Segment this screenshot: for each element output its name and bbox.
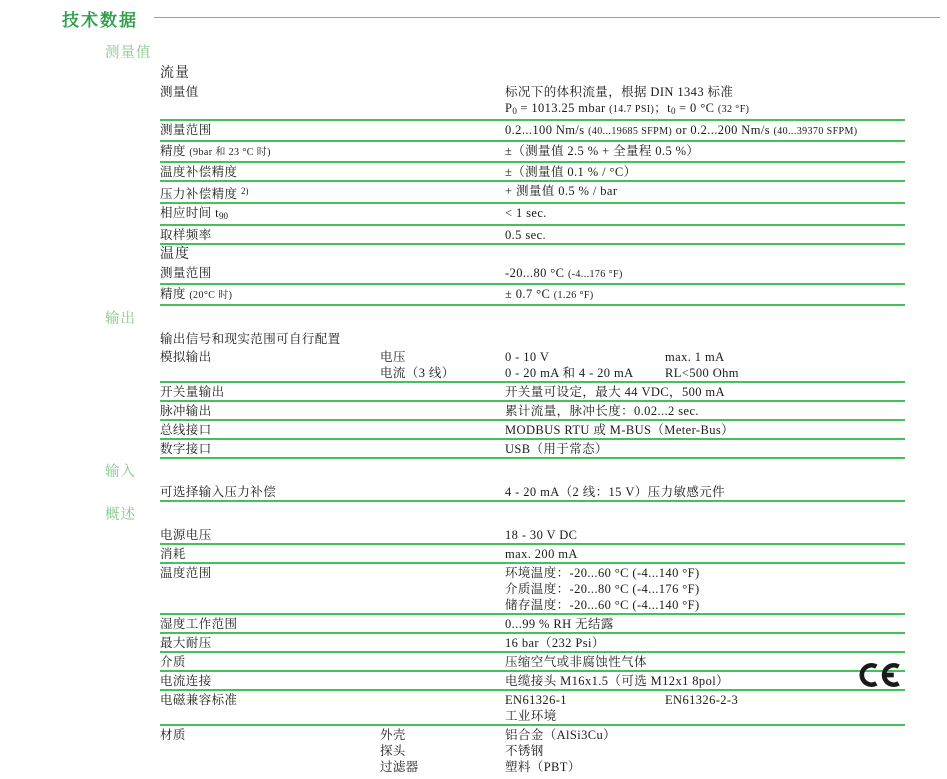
row-value <box>505 581 905 597</box>
row-value <box>505 484 905 500</box>
value-line <box>380 743 905 759</box>
value-line <box>380 727 905 743</box>
row-values <box>380 727 905 775</box>
row-values <box>380 654 905 670</box>
text-segment: 精度 <box>160 287 190 301</box>
text-segment: 温度补偿精度 <box>160 165 238 179</box>
text-segment: + 测量值 0.5 % / bar <box>505 184 618 198</box>
row-value <box>505 635 905 651</box>
value-line <box>380 597 905 613</box>
row-value <box>505 384 905 400</box>
row-value <box>505 365 665 381</box>
row-label <box>160 441 380 457</box>
row-value <box>505 565 905 581</box>
spec-row <box>160 163 905 182</box>
text-segment: 最大耐压 <box>160 636 212 650</box>
text-segment: 可选择输入压力补偿 <box>160 485 277 499</box>
sub-label <box>380 122 505 140</box>
value-line <box>380 759 905 775</box>
text-segment: or 0.2...200 Nm/s <box>672 123 774 137</box>
text-segment: (40...39370 SFPM) <box>773 126 858 137</box>
text-segment: 不锈钢 <box>505 744 544 758</box>
row-label <box>160 286 380 304</box>
text-segment: RL<500 Ohm <box>665 366 739 380</box>
note-text: 输出信号和现实范围可自行配置 <box>160 332 341 346</box>
row-values <box>380 546 905 562</box>
spec-row <box>160 691 905 726</box>
text-segment: 累计流量，脉冲长度：0.02...2 sec. <box>505 404 699 418</box>
sub-label <box>380 422 505 438</box>
row-label <box>160 422 380 438</box>
sub-label <box>380 635 505 651</box>
text-segment: 标况下的体积流量，根据 DIN 1343 标准 <box>505 85 734 99</box>
spec-row <box>160 483 905 502</box>
row-value <box>505 122 905 140</box>
text-segment: 相应时间 t <box>160 206 219 220</box>
row-value <box>505 205 905 221</box>
sub-label <box>380 692 505 708</box>
text-segment: 电压 <box>380 350 406 364</box>
row-label <box>160 727 380 743</box>
row-values <box>380 527 905 543</box>
text-segment: 脉冲输出 <box>160 404 212 418</box>
spec-row <box>160 182 905 204</box>
text-segment: ±（测量值 2.5 % + 全量程 0.5 %） <box>505 144 700 158</box>
section <box>105 310 905 459</box>
value-line <box>380 143 905 159</box>
text-segment: 0 - 20 mA 和 4 - 20 mA <box>505 366 634 380</box>
sub-label <box>380 546 505 562</box>
value-line <box>380 527 905 543</box>
row-label <box>160 403 380 419</box>
spec-row <box>160 634 905 653</box>
row-value <box>505 143 905 159</box>
text-segment: 16 bar（232 Psi） <box>505 636 605 650</box>
spec-row <box>160 440 905 459</box>
text-segment: 工业环境 <box>505 709 557 723</box>
text-segment: 开关量输出 <box>160 385 225 399</box>
sub-label <box>380 708 505 724</box>
row-label <box>160 143 380 161</box>
row-label <box>160 616 380 632</box>
text-segment: -20...80 °C <box>505 266 568 280</box>
sub-label <box>380 164 505 180</box>
row-label <box>160 384 380 400</box>
text-segment: 温度范围 <box>160 566 212 580</box>
value-line <box>380 654 905 670</box>
row-label <box>160 484 380 500</box>
row-value <box>505 616 905 632</box>
row-label <box>160 164 380 180</box>
text-segment: (1.26 °F) <box>553 290 594 301</box>
row-values <box>380 183 905 199</box>
section <box>105 44 905 306</box>
row-value <box>505 84 905 100</box>
row-label <box>160 565 380 581</box>
text-segment: 测量范围 <box>160 123 212 137</box>
text-segment: 塑料（PBT） <box>505 760 581 774</box>
text-segment: 探头 <box>380 744 406 758</box>
row-label <box>160 205 380 224</box>
text-segment: 0 - 10 V <box>505 350 550 364</box>
section-heading: 概述 <box>105 507 136 523</box>
text-segment: 4 - 20 mA（2 线：15 V）压力敏感元件 <box>505 485 726 499</box>
value-line <box>380 100 905 119</box>
text-segment: max. 1 mA <box>665 350 725 364</box>
row-values <box>380 422 905 438</box>
text-segment: 0...99 % RH 无结露 <box>505 617 614 631</box>
sub-label <box>380 565 505 581</box>
spec-row <box>160 348 905 383</box>
text-segment: EN61326-2-3 <box>665 693 739 707</box>
row-value <box>505 708 905 724</box>
spec-row <box>160 726 905 775</box>
row-value <box>505 654 905 670</box>
row-value <box>505 422 905 438</box>
text-segment: (-4...176 °F) <box>567 269 623 280</box>
text-segment: max. 200 mA <box>505 547 578 561</box>
row-label <box>160 635 380 651</box>
value-line <box>380 403 905 419</box>
sub-label <box>380 84 505 100</box>
row-values <box>380 403 905 419</box>
text-segment: 储存温度：-20...60 °C (-4...140 °F) <box>505 598 700 612</box>
text-segment: 电流（3 线） <box>380 366 455 380</box>
sub-label <box>380 616 505 632</box>
row-label <box>160 183 380 202</box>
text-segment: ；t <box>654 101 672 115</box>
row-label <box>160 546 380 562</box>
title-rule <box>154 17 940 18</box>
text-segment: 材质 <box>160 728 186 742</box>
value-line <box>380 484 905 500</box>
sub-label <box>380 227 505 243</box>
sub-label <box>380 349 505 365</box>
row-values <box>380 484 905 500</box>
spec-row <box>160 545 905 564</box>
text-segment: 铝合金（AlSi3Cu） <box>505 728 617 742</box>
text-segment: 消耗 <box>160 547 186 561</box>
row-values <box>380 143 905 159</box>
text-segment: (40...19685 SFPM) <box>588 126 673 137</box>
text-segment: MODBUS RTU 或 M-BUS（Meter-Bus） <box>505 423 735 437</box>
spec-row <box>160 653 905 672</box>
text-segment: 过滤器 <box>380 760 419 774</box>
text-segment: 0.2...100 Nm/s <box>505 123 589 137</box>
sub-label <box>380 384 505 400</box>
spec-row <box>160 285 905 306</box>
text-segment: 电流连接 <box>160 674 212 688</box>
section <box>105 506 905 775</box>
section-heading: 测量值 <box>105 45 152 61</box>
value-line <box>380 205 905 221</box>
spec-row <box>160 383 905 402</box>
text-segment: 介质温度：-20...80 °C (-4...176 °F) <box>505 582 700 596</box>
content <box>105 44 905 779</box>
text-segment: 电缆接头 M16x1.5（可选 M12x1 8pol） <box>505 674 730 688</box>
text-segment: = 1013.25 mbar <box>516 101 610 115</box>
value-line <box>380 122 905 140</box>
row-value <box>505 743 905 759</box>
sub-label <box>380 441 505 457</box>
row-values <box>380 122 905 140</box>
row-values <box>380 384 905 400</box>
row-value <box>505 403 905 419</box>
sub-label <box>380 743 505 759</box>
value-line <box>380 635 905 651</box>
row-value <box>505 183 905 199</box>
spec-row <box>160 564 905 615</box>
row-values <box>380 286 905 304</box>
row-label <box>160 122 380 138</box>
sub-label <box>380 265 505 283</box>
row-values <box>380 84 905 119</box>
sub-label <box>380 365 505 381</box>
spec-row <box>160 142 905 163</box>
row-label <box>160 654 380 670</box>
row-values <box>380 635 905 651</box>
text-segment: EN61326-1 <box>505 693 567 707</box>
spec-row <box>160 615 905 634</box>
row-values <box>380 265 905 283</box>
sub-label <box>380 759 505 775</box>
row-value <box>505 597 905 613</box>
text-segment: 数字接口 <box>160 442 212 456</box>
sub-label <box>380 727 505 743</box>
sub-label <box>380 527 505 543</box>
row-values <box>380 565 905 613</box>
text-segment: 0 <box>671 106 676 116</box>
value-line <box>380 265 905 283</box>
text-segment: 总线接口 <box>160 423 212 437</box>
text-segment: P <box>505 101 513 115</box>
text-segment: ±（测量值 0.1 % / °C） <box>505 165 637 179</box>
spec-row <box>160 226 905 245</box>
text-segment: 介质 <box>160 655 186 669</box>
row-value <box>505 727 905 743</box>
value-line <box>380 673 905 689</box>
text-segment: 测量范围 <box>160 266 212 280</box>
text-segment: 湿度工作范围 <box>160 617 238 631</box>
row-values <box>380 692 905 724</box>
value-line <box>380 441 905 457</box>
row-label <box>160 692 380 708</box>
text-segment: 测量值 <box>160 85 199 99</box>
row-value <box>505 527 905 543</box>
value-line <box>380 286 905 304</box>
spec-row <box>160 121 905 142</box>
text-segment: (14.7 PSI) <box>609 104 655 115</box>
text-segment: 90 <box>219 211 228 221</box>
value-line <box>380 227 905 243</box>
value-line <box>380 84 905 100</box>
row-label <box>160 265 380 281</box>
page-title: 技术数据 <box>62 11 138 30</box>
spec-row <box>160 672 905 691</box>
value-line <box>380 183 905 199</box>
row-label <box>160 349 380 365</box>
value-line <box>380 422 905 438</box>
row-values <box>380 616 905 632</box>
text-segment: (32 °F) <box>717 104 750 115</box>
section-heading: 输入 <box>105 464 136 480</box>
row-value <box>505 692 665 708</box>
text-segment: (9bar 和 23 °C 时) <box>189 147 271 158</box>
text-segment: 压缩空气或非腐蚀性气体 <box>505 655 647 669</box>
row-value <box>505 286 905 304</box>
sub-label <box>380 403 505 419</box>
row-value <box>505 673 905 689</box>
text-segment: 精度 <box>160 144 190 158</box>
text-segment: ± 0.7 °C <box>505 287 554 301</box>
value-line <box>380 164 905 180</box>
text-segment: 电源电压 <box>160 528 212 542</box>
row-values <box>380 164 905 180</box>
sub-label <box>380 484 505 500</box>
value-line <box>380 692 905 708</box>
text-segment: < 1 sec. <box>505 206 547 220</box>
sub-label <box>380 673 505 689</box>
sub-label <box>380 205 505 221</box>
spec-row <box>160 526 905 545</box>
text-segment: (20°C 时) <box>189 290 233 301</box>
text-segment: USB（用于常态） <box>505 442 608 456</box>
spec-row <box>160 83 905 121</box>
text-segment: 外壳 <box>380 728 406 742</box>
row-values <box>380 441 905 457</box>
row-value <box>505 441 905 457</box>
sub-label <box>380 100 505 119</box>
spec-row <box>160 421 905 440</box>
sub-label <box>380 143 505 159</box>
spec-row <box>160 402 905 421</box>
text-segment: 18 - 30 V DC <box>505 528 578 542</box>
row-values <box>380 205 905 221</box>
sub-label <box>380 654 505 670</box>
text-segment: 0 <box>512 106 517 116</box>
subsection-heading: 流量 <box>160 66 190 81</box>
row-label <box>160 84 380 100</box>
value-line <box>380 384 905 400</box>
row-value <box>505 227 905 243</box>
section-heading: 输出 <box>105 311 136 327</box>
row-value <box>505 100 905 119</box>
value-line <box>380 546 905 562</box>
row-value <box>505 349 665 365</box>
row-values <box>380 673 905 689</box>
row-values <box>380 227 905 243</box>
text-segment: 环境温度：-20...60 °C (-4...140 °F) <box>505 566 700 580</box>
text-segment: 模拟输出 <box>160 350 212 364</box>
row-value <box>505 546 905 562</box>
row-value <box>505 164 905 180</box>
value-line <box>380 365 905 381</box>
sub-label <box>380 183 505 199</box>
row-label <box>160 227 380 243</box>
value-line <box>380 581 905 597</box>
text-segment: 取样频率 <box>160 228 212 242</box>
text-segment: 压力补偿精度 <box>160 187 241 201</box>
spec-row <box>160 264 905 285</box>
text-segment: 2) <box>240 186 249 196</box>
row-value-secondary <box>665 349 725 365</box>
text-segment: 0.5 sec. <box>505 228 547 242</box>
sub-label <box>380 581 505 597</box>
row-value <box>505 265 905 283</box>
subsection-heading: 温度 <box>160 247 190 262</box>
value-line <box>380 708 905 724</box>
text-segment: = 0 °C <box>675 101 718 115</box>
row-value-secondary <box>665 692 738 708</box>
sub-label <box>380 286 505 304</box>
row-label <box>160 527 380 543</box>
value-line <box>380 616 905 632</box>
text-segment: 开关量可设定，最大 44 VDC，500 mA <box>505 385 725 399</box>
ce-mark-icon <box>860 657 906 698</box>
text-segment: 电磁兼容标准 <box>160 693 238 707</box>
value-line <box>380 349 905 365</box>
row-values <box>380 349 905 381</box>
row-value-secondary <box>665 365 739 381</box>
sub-label <box>380 597 505 613</box>
row-label <box>160 673 380 689</box>
value-line <box>380 565 905 581</box>
row-value <box>505 759 905 775</box>
spec-row <box>160 204 905 226</box>
section <box>105 463 905 502</box>
